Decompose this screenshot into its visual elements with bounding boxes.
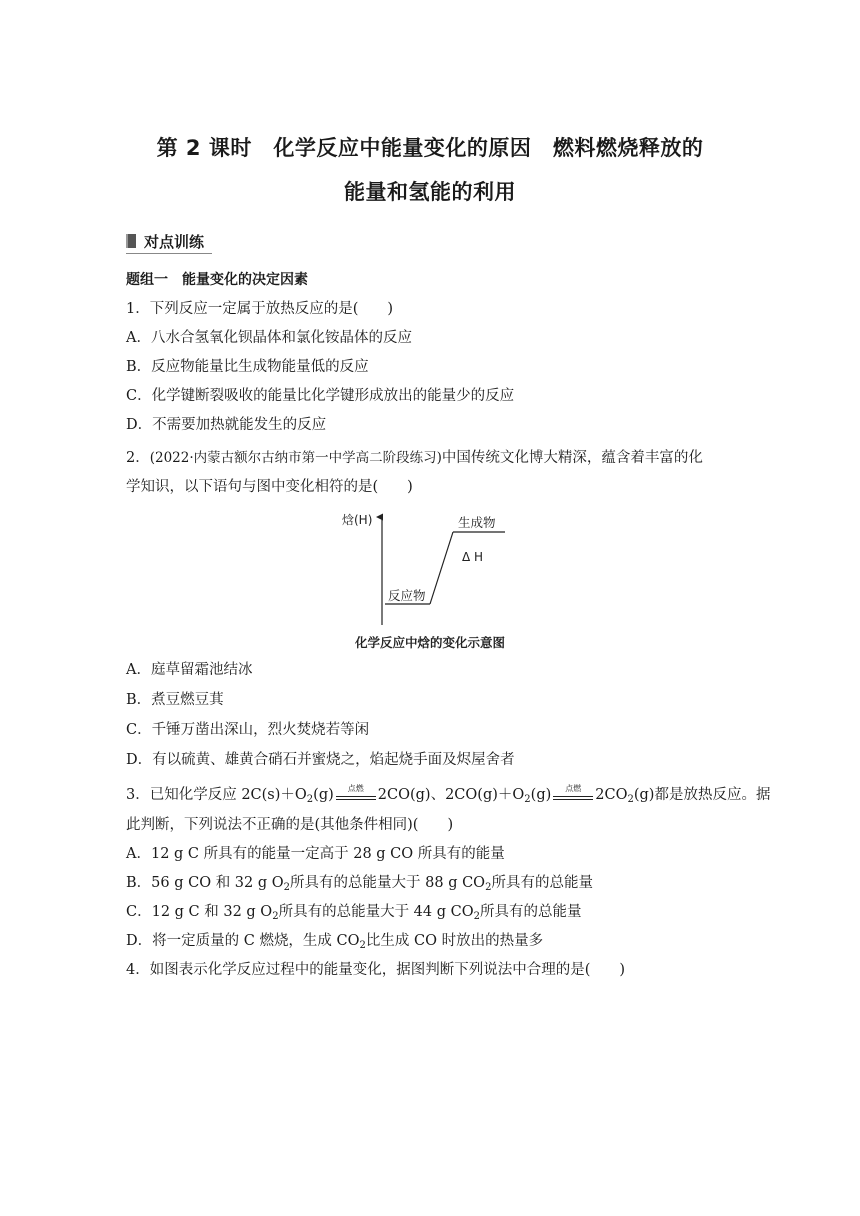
q3-stem-line1 <box>126 784 771 810</box>
q3-text-part: 所具有的总能量大于 44 g CO <box>278 904 474 920</box>
q1-stem: 1．下列反应一定属于放热反应的是( ) <box>126 301 394 317</box>
section-underline <box>126 253 212 254</box>
equal-sign-bar <box>553 799 593 800</box>
q3-text-part: (g) <box>530 787 552 803</box>
subscript: 2 <box>485 882 492 893</box>
q2-option-b: B．煮豆燃豆萁 <box>126 692 224 708</box>
q3-text-part: D．将一定质量的 C 燃烧，生成 CO <box>126 933 360 949</box>
q3-text-part: 所具有的总能量 <box>480 904 582 920</box>
q1-option-a: A．八水合氢氧化钡晶体和氯化铵晶体的反应 <box>126 330 412 346</box>
q2-stem-line1 <box>126 448 746 468</box>
q2-stem-a: 中国传统文化博大精深，蕴含着丰富的化 <box>441 450 703 466</box>
enthalpy-diagram <box>330 505 530 655</box>
q3-text-part: (g)都是放热反应。据 <box>633 787 771 803</box>
page-title-line2: 能量和氢能的利用 <box>344 180 516 204</box>
reaction-condition-label: 点燃 <box>347 784 364 793</box>
q2-option-d: D．有以硫黄、雄黄合硝石并蜜烧之，焰起烧手面及烬屋舍者 <box>126 752 515 768</box>
q2-option-a: A．庭草留霜池结冰 <box>126 662 253 678</box>
subscript: 2 <box>473 911 480 922</box>
q2-source: (2022·内蒙古额尔古纳市第一中学高二阶段练习) <box>149 450 442 466</box>
equal-sign-bar <box>553 796 593 797</box>
subscript: 2 <box>283 882 291 893</box>
q3-text-part: C．12 g C 和 32 g O <box>126 904 273 920</box>
q3-option-c <box>126 902 746 927</box>
page-title-line1: 第 2 课时 化学反应中能量变化的原因 燃料燃烧释放的 <box>156 136 704 160</box>
figure-caption: 化学反应中焓的变化示意图 <box>354 635 506 650</box>
q3-stem-line2: 此判断，下列说法不正确的是(其他条件相同)( ) <box>126 817 454 833</box>
delta-h-label: Δ H <box>462 550 484 564</box>
q1-option-d: D．不需要加热就能发生的反应 <box>126 417 327 433</box>
q3-text-part: 2CO(g)、2CO(g)＋O <box>377 787 525 803</box>
reaction-condition-arrow <box>334 785 378 805</box>
equal-sign-bar <box>336 799 376 800</box>
subscript: 2 <box>627 794 634 805</box>
q2-number: 2． <box>126 450 150 466</box>
subscript: 2 <box>359 940 366 951</box>
q3-text-part: 2CO <box>595 787 628 803</box>
q3-text-part: (g) <box>313 787 334 803</box>
equal-sign-bar <box>336 796 376 797</box>
group-heading: 题组一 能量变化的决定因素 <box>126 272 308 288</box>
y-axis-label: 焓(H) <box>342 513 373 527</box>
q1-option-b: B．反应物能量比生成物能量低的反应 <box>126 359 369 375</box>
reaction-condition-label: 点燃 <box>565 784 582 793</box>
q4-stem: 4．如图表示化学反应过程中的能量变化，据图判断下列说法中合理的是( ) <box>126 962 626 978</box>
reactant-label: 反应物 <box>388 588 426 603</box>
transition-line <box>430 532 453 604</box>
subscript: 2 <box>306 794 314 805</box>
q2-stem-line2: 学知识，以下语句与图中变化相符的是( ) <box>126 479 413 495</box>
q3-text-part: 所具有的总能量大于 88 g CO <box>290 875 486 891</box>
q3-text-part: 3．已知化学反应 2C(s)＋O <box>126 787 307 803</box>
q1-option-c: C．化学键断裂吸收的能量比化学键形成放出的能量少的反应 <box>126 388 515 404</box>
reaction-condition-arrow <box>551 785 595 805</box>
q2-option-c: C．千锤万凿出深山，烈火焚烧若等闲 <box>126 722 370 738</box>
section-label: 对点训练 <box>144 232 205 251</box>
q3-option-b <box>126 873 746 898</box>
q3-text-part: B．56 g CO 和 32 g O <box>126 875 284 891</box>
product-label: 生成物 <box>458 515 496 530</box>
q3-option-a: A．12 g C 所具有的能量一定高于 28 g CO 所具有的能量 <box>126 846 505 862</box>
section-marker-icon <box>126 234 136 248</box>
subscript: 2 <box>272 911 279 922</box>
subscript: 2 <box>524 794 531 805</box>
q3-text-part: 所具有的总能量 <box>491 875 593 891</box>
section-heading <box>126 230 204 252</box>
q3-text-part: 比生成 CO 时放出的热量多 <box>365 933 544 949</box>
q3-option-d <box>126 931 746 956</box>
